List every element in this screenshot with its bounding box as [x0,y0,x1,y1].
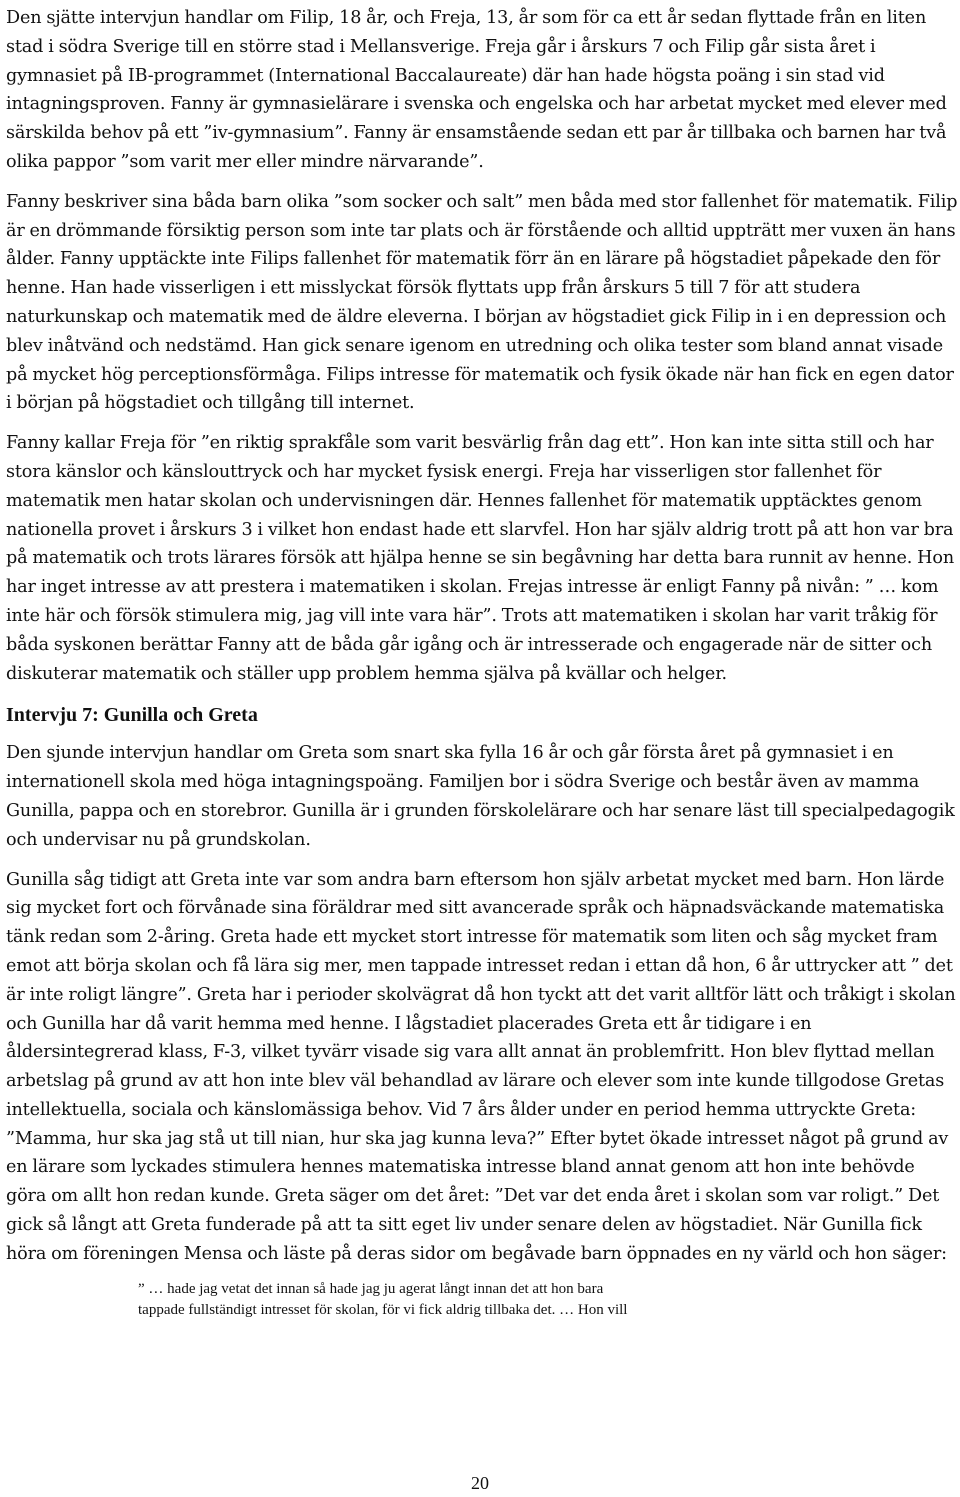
block-quote [138,1279,798,1322]
body-paragraph: Den sjunde intervjun handlar om Greta som snart ska fylla 16 år och går första året på gymnasiet i en internationell skola med höga intagningspoäng. Familjen bor i södra Sverige och består även av mamma Gunilla, pappa och en storebror. Gunilla är i grunden förskolelärare och har senare läst till specialpedagogik och undervisar nu på grundskolan. [6,743,955,850]
page-number: 20 [471,1473,489,1493]
body-paragraph: Gunilla såg tidigt att Greta inte var som andra barn eftersom hon själv arbetat mycket med barn. Hon lärde sig mycket fort och förvånade sina föräldrar med sitt avancerade språk och häpnadsväckande matematiska tänk redan som 2-åring. Greta hade ett mycket stort intresse för matematik som liten och såg mycket fram emot att börja skolan och få lära sig mer, men tappade intresset redan i ettan då hon, 6 år uttrycker att ” det är inte roligt längre”. Greta har i perioder skolvägrat då hon tyckt att det varit alltför lätt och tråkigt i skolan och Gunilla har då varit hemma med henne. I lågstadiet placerades Greta ett år tidigare i en åldersintegrerad klass, F-3, vilket tyvärr visade sig vara allt annat än problemfritt. Hon blev flyttad mellan arbetslag på grund av att hon inte blev väl behandlad av lärare och elever som inte kunde tillgodose Gretas intellektuella, sociala och känslomässiga behov. Vid 7 års ålder under en period hemma uttryckte Greta: ”Mamma, hur ska jag stå ut till nian, hur ska jag kunna leva?” Efter bytet ökade intresset något på grund av en lärare som lyckades stimulera hennes matematiska intresse bland annat genom att hon inte behövde göra om allt hon redan kunde. Greta säger om det året: ”Det var det enda året i skolan som var roligt.” Det gick så långt att Greta funderade på att ta sitt eget liv under senare delen av högstadiet. När Gunilla fick höra om föreningen Mensa och läste på deras sidor om begåvade barn öppnades en ny värld och hon säger: [6,869,956,1264]
body-paragraph: Fanny kallar Freja för ”en riktig sprakfåle som varit besvärlig från dag ett”. Hon kan inte sitta still och har stora känslor och känslouttryck och har mycket fysisk energi. Freja har visserligen stor fallenhet för matematik men hatar skolan och undervisningen där. Hennes fallenhet för matematik upptäcktes genom nationella provet i årskurs 3 i vilket hon endast hade ett slarvfel. Hon har själv aldrig trott på att hon var bra på matematik och trots lärares försök att hjälpa henne se sin begåvning har detta bara runnit av henne. Hon har inget intresse av att prestera i matematiken i skolan. Frejas intresse är enligt Fanny på nivån: ” … kom inte här och försök stimulera mig, jag vill inte vara här”. Trots att matematiken i skolan har varit tråkig för båda syskonen berättar Fanny att de båda går igång och är intresserade och engagerade när de sitter och diskuterar matematik och ställer upp problem hemma själva på kvällar och helger. [6,433,955,684]
body-paragraph: Fanny beskriver sina båda barn olika ”som socker och salt” men båda med stor fallenhet för matematik. Filip är en drömmande försiktig person som inte tar plats och är förstående och alltid uppträtt mer vuxen än hans ålder. Fanny upptäckte inte Filips fallenhet för matematik förr än en lärare på högstadiet påpekade den för henne. Han hade visserligen i ett misslyckat försök flyttats upp från årskurs 5 till 7 för att studera naturkunskap och matematik med de äldre eleverna. I början av högstadiet gick Filip in i en depression och blev inåtvänd och nedstämd. Han gick senare igenom en utredning och olika tester som bland annat visade på mycket hög perceptionsförmåga. Filips intresse för matematik och fysik ökade när han fick en egen dator i början på högstadiet och tillgång till internet. [6,191,958,414]
quote-line: ” … hade jag vetat det innan så hade jag ju agerat långt innan det att hon bara [138,1280,604,1297]
document-page [6,4,958,1322]
quote-line: tappade fullständigt intresset för skolan, för vi fick aldrig tillbaka det. … Hon vill [138,1302,628,1319]
section-heading: Intervju 7: Gunilla och Greta [6,704,258,727]
body-paragraph: Den sjätte intervjun handlar om Filip, 18 år, och Freja, 13, år som för ca ett år sedan flyttade från en liten stad i södra Sverige till en större stad i Mellansverige. Freja går i årskurs 7 och Filip går sista året i gymnasiet på IB-programmet (International Baccalaureate) där han hade högsta poäng i sin stad vid intagningsproven. Fanny är gymnasielärare i svenska och engelska och har arbetat mycket med elever med särskilda behov på ett ”iv-gymnasium”. Fanny är ensamstående sedan ett par år tillbaka och barnen har två olika pappor ”som varit mer eller mindre närvarande”. [6,8,947,172]
